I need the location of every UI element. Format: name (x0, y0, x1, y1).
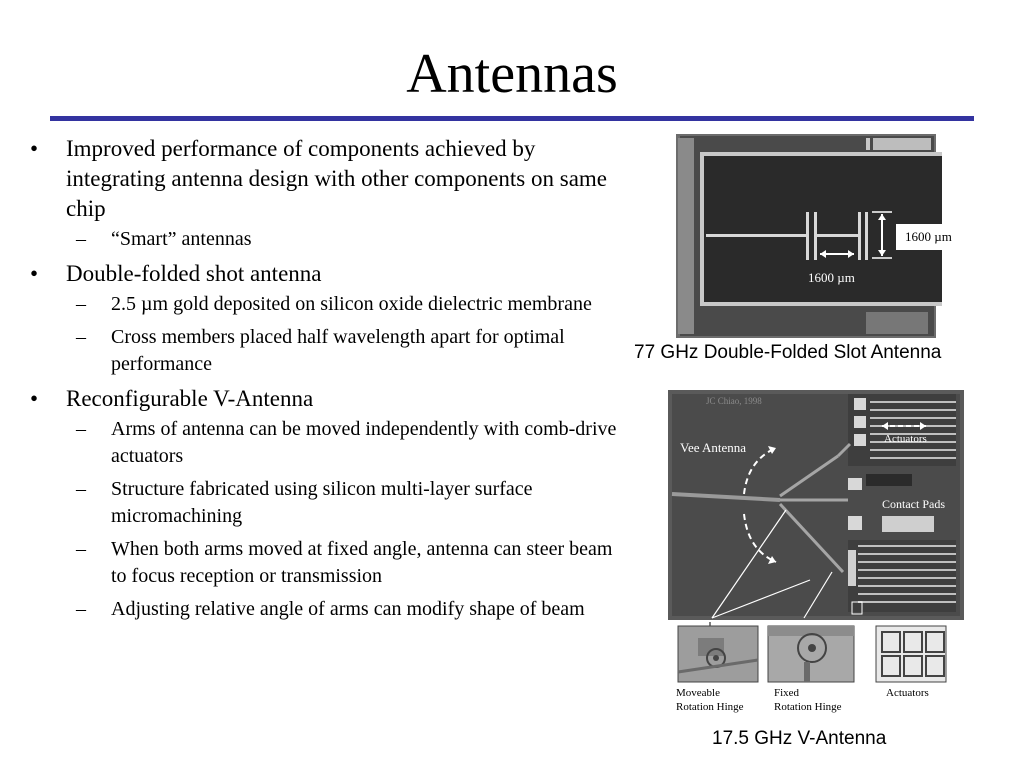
sub-bullet-2-2 (22, 324, 622, 378)
sub-bullet-text: 2.5 µm gold deposited on silicon oxide dielectric membrane (111, 293, 592, 315)
sub-bullet-3-1 (22, 416, 622, 470)
bullet-glyph: • (30, 261, 39, 286)
bullet-3-text: Reconfigurable V-Antenna (66, 386, 314, 411)
dash-glyph: – (76, 228, 86, 250)
sub-bullet-1-1 (22, 226, 622, 253)
dash-glyph: – (76, 293, 86, 315)
v-antenna-micrograph (668, 390, 968, 622)
moveable-hinge-label-1: Moveable (676, 687, 720, 699)
sub-bullet-2-1 (22, 291, 622, 318)
inset-actuators-label: Actuators (886, 687, 929, 699)
dash-glyph: – (76, 598, 86, 620)
sub-bullet-text: Arms of antenna can be moved independently with comb-drive actuators (111, 418, 617, 467)
slot-antenna-micrograph (676, 134, 972, 338)
bullet-glyph: • (30, 136, 39, 161)
sub-bullet-text: Cross members placed half wavelength apart for optimal performance (111, 326, 565, 375)
bullet-3 (22, 384, 622, 414)
actuators-label: Actuators (884, 433, 927, 445)
slide-title: Antennas (406, 43, 618, 105)
fixed-hinge-label-1: Fixed (774, 687, 800, 699)
dim-horizontal-label: 1600 µm (808, 270, 855, 285)
sub-bullet-text: Adjusting relative angle of arms can modify shape of beam (111, 598, 585, 620)
title-underline (50, 116, 974, 121)
dash-glyph: – (76, 326, 86, 348)
bullet-glyph: • (30, 386, 39, 411)
figure1-caption: 77 GHz Double-Folded Slot Antenna (634, 342, 942, 363)
dash-glyph: – (76, 418, 86, 440)
dash-glyph: – (76, 538, 86, 560)
bullet-list (22, 134, 622, 629)
watermark-label: JC Chiao, 1998 (706, 396, 762, 406)
moveable-hinge-label-2: Rotation Hinge (676, 701, 744, 713)
vee-antenna-label: Vee Antenna (680, 440, 747, 455)
dash-glyph: – (76, 478, 86, 500)
sub-bullet-text: Structure fabricated using silicon multi-layer surface micromachining (111, 478, 533, 527)
bullet-2 (22, 259, 622, 289)
fixed-hinge-label-2: Rotation Hinge (774, 701, 842, 713)
sub-bullet-3-2 (22, 476, 622, 530)
figure2-caption: 17.5 GHz V-Antenna (712, 728, 887, 749)
sub-bullet-3-4 (22, 596, 622, 623)
bullet-1 (22, 134, 622, 224)
dim-vertical-label: 1600 µm (905, 229, 952, 244)
bullet-2-text: Double-folded shot antenna (66, 261, 322, 286)
sub-bullet-3-3 (22, 536, 622, 590)
contact-pads-label: Contact Pads (882, 497, 945, 511)
sub-bullet-text: When both arms moved at fixed angle, antenna can steer beam to focus reception or transmission (111, 538, 613, 587)
sub-bullet-text: “Smart” antennas (111, 228, 252, 250)
hinge-inset-images (672, 622, 952, 718)
bullet-1-text: Improved performance of components achieved by integrating antenna design with other components on same chip (66, 136, 608, 221)
